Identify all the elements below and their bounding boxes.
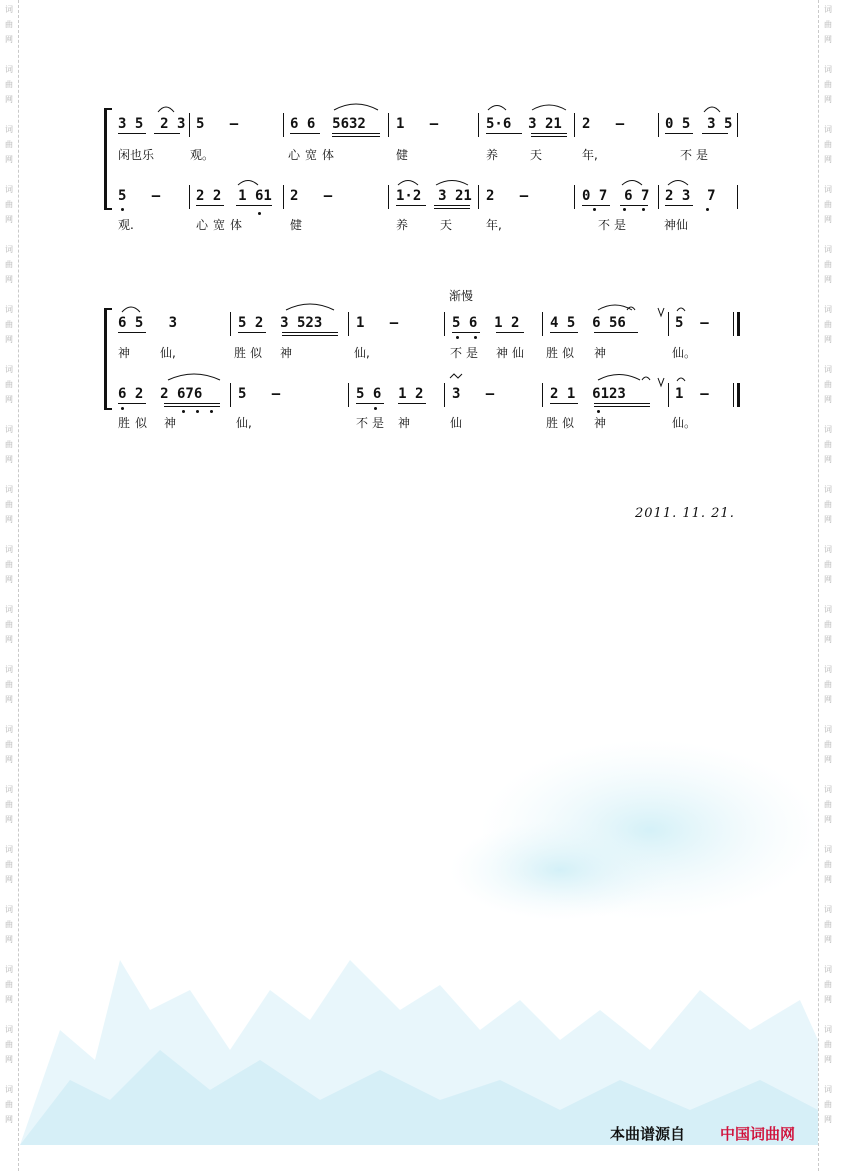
watermark-char: 曲 bbox=[5, 320, 13, 329]
octave-dot bbox=[121, 208, 124, 211]
watermark-char: 词 bbox=[824, 185, 832, 194]
lyric: 观。 bbox=[190, 148, 215, 162]
beam-line bbox=[434, 208, 470, 209]
tempo-mark: 渐慢 bbox=[449, 289, 474, 303]
watermark-char: 词 bbox=[5, 665, 13, 674]
beam-line bbox=[434, 205, 470, 206]
barline bbox=[348, 383, 349, 407]
lyric: 健 bbox=[396, 148, 409, 162]
measure-notes: 3 5 2 3 bbox=[118, 116, 186, 132]
watermark-char: 曲 bbox=[5, 1040, 13, 1049]
watermark-char: 词 bbox=[824, 125, 832, 134]
watermark-char: 曲 bbox=[824, 1100, 832, 1109]
watermark-char: 词 bbox=[824, 725, 832, 734]
watermark-char: 词 bbox=[5, 5, 13, 14]
watermark-char: 网 bbox=[5, 935, 13, 944]
watermark-char: 网 bbox=[5, 395, 13, 404]
lyric: 天 bbox=[530, 148, 543, 162]
watermark-char: 网 bbox=[5, 815, 13, 824]
watermark-char: 词 bbox=[5, 365, 13, 374]
watermark-char: 网 bbox=[5, 335, 13, 344]
barline bbox=[574, 185, 575, 209]
watermark-char: 网 bbox=[5, 275, 13, 284]
measure-notes: 2 – bbox=[290, 188, 333, 204]
lyric: 年, bbox=[486, 218, 502, 232]
watermark-char: 网 bbox=[824, 515, 832, 524]
watermark-char: 曲 bbox=[824, 320, 832, 329]
watermark-char: 网 bbox=[5, 155, 13, 164]
beam-line bbox=[594, 406, 650, 407]
watermark-char: 词 bbox=[824, 5, 832, 14]
watermark-char: 词 bbox=[824, 65, 832, 74]
measure-notes: 1 – bbox=[356, 315, 399, 331]
watermark-char: 网 bbox=[5, 1115, 13, 1124]
watermark-char: 曲 bbox=[5, 860, 13, 869]
measure-notes: 5 – bbox=[196, 116, 239, 132]
beam-line bbox=[164, 403, 220, 404]
watermark-char: 网 bbox=[824, 695, 832, 704]
watermark-char: 曲 bbox=[824, 20, 832, 29]
watermark-char: 词 bbox=[824, 965, 832, 974]
watermark-char: 词 bbox=[824, 605, 832, 614]
measure-notes: 6 5 3 bbox=[118, 315, 178, 331]
measure-notes: 2 – bbox=[582, 116, 625, 132]
watermark-char: 曲 bbox=[5, 80, 13, 89]
watermark-char: 网 bbox=[824, 935, 832, 944]
octave-dot bbox=[210, 410, 213, 413]
watermark-char: 网 bbox=[824, 215, 832, 224]
lyric: 神 bbox=[118, 346, 131, 360]
footer-source-label: 本曲谱源自 bbox=[610, 1125, 686, 1143]
barline bbox=[283, 185, 284, 209]
lyric: 不是 bbox=[598, 218, 631, 232]
watermark-char: 网 bbox=[5, 755, 13, 764]
watermark-char: 词 bbox=[5, 425, 13, 434]
watermark-char: 词 bbox=[824, 365, 832, 374]
measure-notes: 1 – bbox=[396, 116, 439, 132]
watermark-char: 词 bbox=[5, 605, 13, 614]
beam-line bbox=[236, 205, 272, 206]
watermark-char: 词 bbox=[824, 1025, 832, 1034]
watermark-char: 词 bbox=[5, 65, 13, 74]
watermark-char: 曲 bbox=[824, 1040, 832, 1049]
octave-dot bbox=[182, 410, 185, 413]
lyric: 仙。 bbox=[672, 346, 697, 360]
watermark-char: 词 bbox=[824, 245, 832, 254]
measure-notes: 1 – bbox=[675, 386, 709, 402]
watermark-char: 曲 bbox=[5, 620, 13, 629]
watermark-char: 曲 bbox=[5, 680, 13, 689]
lyric: 神 bbox=[594, 346, 607, 360]
lyric: 养 bbox=[396, 218, 409, 232]
beam-line bbox=[620, 205, 648, 206]
barline bbox=[478, 185, 479, 209]
lyric: 养 bbox=[486, 148, 499, 162]
beam-line bbox=[550, 403, 578, 404]
measure-notes: 2 3 7 bbox=[665, 188, 716, 204]
lyric: 神仙 bbox=[664, 218, 689, 232]
lyric: 神仙 bbox=[496, 346, 529, 360]
octave-dot bbox=[706, 208, 709, 211]
octave-dot bbox=[597, 410, 600, 413]
watermark-char: 词 bbox=[824, 1085, 832, 1094]
watermark-char: 网 bbox=[824, 1115, 832, 1124]
watermark-char: 网 bbox=[824, 335, 832, 344]
watermark-char: 曲 bbox=[5, 500, 13, 509]
watermark-char: 曲 bbox=[824, 500, 832, 509]
lyric: 心宽体 bbox=[288, 148, 340, 162]
lyric: 仙, bbox=[236, 416, 252, 430]
watermark-char: 网 bbox=[824, 455, 832, 464]
measure-notes: 0 7 6 7 bbox=[582, 188, 650, 204]
lyric: 神 bbox=[164, 416, 177, 430]
watermark-char: 曲 bbox=[824, 920, 832, 929]
lyric: 闲也乐 bbox=[118, 148, 155, 162]
lyric: 胜似 bbox=[118, 416, 153, 430]
measure-notes: 2 1 6123 bbox=[550, 386, 626, 402]
watermark-char: 网 bbox=[824, 275, 832, 284]
lyric: 胜似 bbox=[234, 346, 267, 360]
barline bbox=[668, 383, 669, 407]
measure-notes: 5 – bbox=[675, 315, 709, 331]
watermark-char: 网 bbox=[824, 35, 832, 44]
lyric: 仙, bbox=[160, 346, 176, 360]
watermark-char: 曲 bbox=[824, 800, 832, 809]
lyric: 胜似 bbox=[546, 416, 579, 430]
watermark-char: 曲 bbox=[5, 800, 13, 809]
watermark-char: 曲 bbox=[824, 200, 832, 209]
watermark-char: 曲 bbox=[824, 680, 832, 689]
watermark-char: 词 bbox=[5, 545, 13, 554]
watermark-char: 词 bbox=[824, 305, 832, 314]
watermark-char: 网 bbox=[5, 875, 13, 884]
lyric: 仙。 bbox=[672, 416, 697, 430]
watermark-char: 网 bbox=[824, 815, 832, 824]
barline bbox=[542, 383, 543, 407]
octave-dot bbox=[258, 212, 261, 215]
watermark-char: 曲 bbox=[824, 740, 832, 749]
watermark-char: 网 bbox=[5, 635, 13, 644]
lyric: 神 bbox=[280, 346, 293, 360]
lyric: 天 bbox=[440, 218, 453, 232]
watermark-char: 网 bbox=[5, 95, 13, 104]
watermark-char: 网 bbox=[5, 215, 13, 224]
watermark-char: 网 bbox=[824, 875, 832, 884]
watermark-char: 词 bbox=[5, 785, 13, 794]
lyric: 年, bbox=[582, 148, 598, 162]
watermark-char: 曲 bbox=[5, 980, 13, 989]
watermark-char: 网 bbox=[5, 575, 13, 584]
watermark-char: 网 bbox=[824, 395, 832, 404]
measure-notes: 6 6 5632 bbox=[290, 116, 366, 132]
watermark-char: 网 bbox=[824, 95, 832, 104]
watermark-char: 曲 bbox=[5, 740, 13, 749]
watermark-char: 词 bbox=[5, 845, 13, 854]
watermark-char: 网 bbox=[5, 35, 13, 44]
barline bbox=[189, 185, 190, 209]
lyric: 胜似 bbox=[546, 346, 579, 360]
watermark-char: 词 bbox=[824, 425, 832, 434]
measure-notes: 5 2 3 523 bbox=[238, 315, 323, 331]
measure-notes: 4 5 6 56 bbox=[550, 315, 626, 331]
beam-line bbox=[356, 403, 384, 404]
beam-line bbox=[582, 205, 610, 206]
watermark-char: 词 bbox=[824, 845, 832, 854]
watermark-char: 网 bbox=[824, 755, 832, 764]
beam-line bbox=[118, 403, 146, 404]
watermark-char: 曲 bbox=[824, 380, 832, 389]
lyric: 不是 bbox=[450, 346, 483, 360]
octave-dot bbox=[374, 407, 377, 410]
watermark-char: 词 bbox=[5, 485, 13, 494]
octave-dot bbox=[623, 208, 626, 211]
watermark-char: 曲 bbox=[5, 140, 13, 149]
watermark-char: 曲 bbox=[5, 200, 13, 209]
measure-notes: 5 6 1 2 bbox=[356, 386, 424, 402]
lyric: 仙, bbox=[354, 346, 370, 360]
watermark-char: 词 bbox=[824, 785, 832, 794]
beam-line bbox=[594, 403, 650, 404]
barline bbox=[444, 383, 445, 407]
measure-notes: 2 2 1 61 bbox=[196, 188, 272, 204]
watermark-char: 网 bbox=[824, 995, 832, 1004]
octave-dot bbox=[642, 208, 645, 211]
watermark-char: 词 bbox=[824, 905, 832, 914]
watermark-char: 曲 bbox=[5, 20, 13, 29]
final-barline bbox=[737, 383, 740, 407]
watermark-char: 词 bbox=[5, 1025, 13, 1034]
lyric: 不是 bbox=[680, 148, 713, 162]
watermark-char: 网 bbox=[5, 455, 13, 464]
octave-dot bbox=[196, 410, 199, 413]
watermark-char: 词 bbox=[5, 725, 13, 734]
watermark-char: 曲 bbox=[824, 260, 832, 269]
watermark-char: 曲 bbox=[824, 620, 832, 629]
watermark-char: 词 bbox=[824, 665, 832, 674]
barline bbox=[658, 185, 659, 209]
watermark-char: 网 bbox=[824, 1055, 832, 1064]
watermark-char: 词 bbox=[5, 125, 13, 134]
watermark-char: 网 bbox=[824, 635, 832, 644]
watermark-char: 网 bbox=[5, 1055, 13, 1064]
lyric: 神 bbox=[594, 416, 607, 430]
watermark-char: 网 bbox=[824, 155, 832, 164]
measure-notes: 5 – bbox=[118, 188, 161, 204]
watermark-char: 网 bbox=[5, 995, 13, 1004]
watermark-char: 词 bbox=[5, 965, 13, 974]
lyric: 神 bbox=[398, 416, 411, 430]
watermark-char: 词 bbox=[5, 245, 13, 254]
watermark-char: 曲 bbox=[824, 80, 832, 89]
measure-notes: 5 – bbox=[238, 386, 281, 402]
composition-date: 2011. 11. 21. bbox=[635, 506, 735, 521]
beam-line bbox=[665, 205, 693, 206]
octave-dot bbox=[593, 208, 596, 211]
watermark-char: 网 bbox=[5, 695, 13, 704]
watermark-char: 曲 bbox=[5, 1100, 13, 1109]
measure-notes: 5·6 3 21 bbox=[486, 116, 562, 132]
beam-line bbox=[164, 406, 220, 407]
watermark-char: 词 bbox=[5, 905, 13, 914]
beam-line bbox=[398, 403, 426, 404]
measure-notes: 6 2 2 676 bbox=[118, 386, 203, 402]
watermark-char: 词 bbox=[5, 305, 13, 314]
measure-notes: 1·2 3 21 bbox=[396, 188, 472, 204]
measure-notes: 3 – bbox=[452, 386, 495, 402]
lyric: 不是 bbox=[356, 416, 389, 430]
barline bbox=[388, 185, 389, 209]
barline bbox=[737, 185, 738, 209]
watermark-char: 词 bbox=[5, 185, 13, 194]
watermark-char: 曲 bbox=[824, 560, 832, 569]
watermark-char: 曲 bbox=[824, 440, 832, 449]
watermark-char: 曲 bbox=[5, 920, 13, 929]
footer-site-link[interactable]: 中国词曲网 bbox=[720, 1125, 796, 1143]
watermark-char: 网 bbox=[5, 515, 13, 524]
barline bbox=[230, 383, 231, 407]
beam-line bbox=[196, 205, 224, 206]
measure-notes: 0 5 3 5 bbox=[665, 116, 733, 132]
watermark-char: 曲 bbox=[5, 560, 13, 569]
beam-line bbox=[396, 205, 426, 206]
watermark-char: 词 bbox=[824, 485, 832, 494]
final-barline bbox=[733, 383, 734, 407]
octave-dot bbox=[121, 407, 124, 410]
watermark-char: 曲 bbox=[824, 980, 832, 989]
watermark-char: 曲 bbox=[5, 440, 13, 449]
watermark-char: 词 bbox=[824, 545, 832, 554]
lyric: 观. bbox=[118, 218, 134, 232]
measure-notes: 2 – bbox=[486, 188, 529, 204]
watermark-char: 词 bbox=[5, 1085, 13, 1094]
watermark-char: 网 bbox=[824, 575, 832, 584]
watermark-char: 曲 bbox=[824, 860, 832, 869]
watermark-char: 曲 bbox=[5, 380, 13, 389]
lyric: 心宽体 bbox=[196, 218, 248, 232]
measure-notes: 5 6 1 2 bbox=[452, 315, 520, 331]
watermark-char: 曲 bbox=[824, 140, 832, 149]
watermark-char: 曲 bbox=[5, 260, 13, 269]
lyric: 仙 bbox=[450, 416, 463, 430]
lyric: 健 bbox=[290, 218, 303, 232]
